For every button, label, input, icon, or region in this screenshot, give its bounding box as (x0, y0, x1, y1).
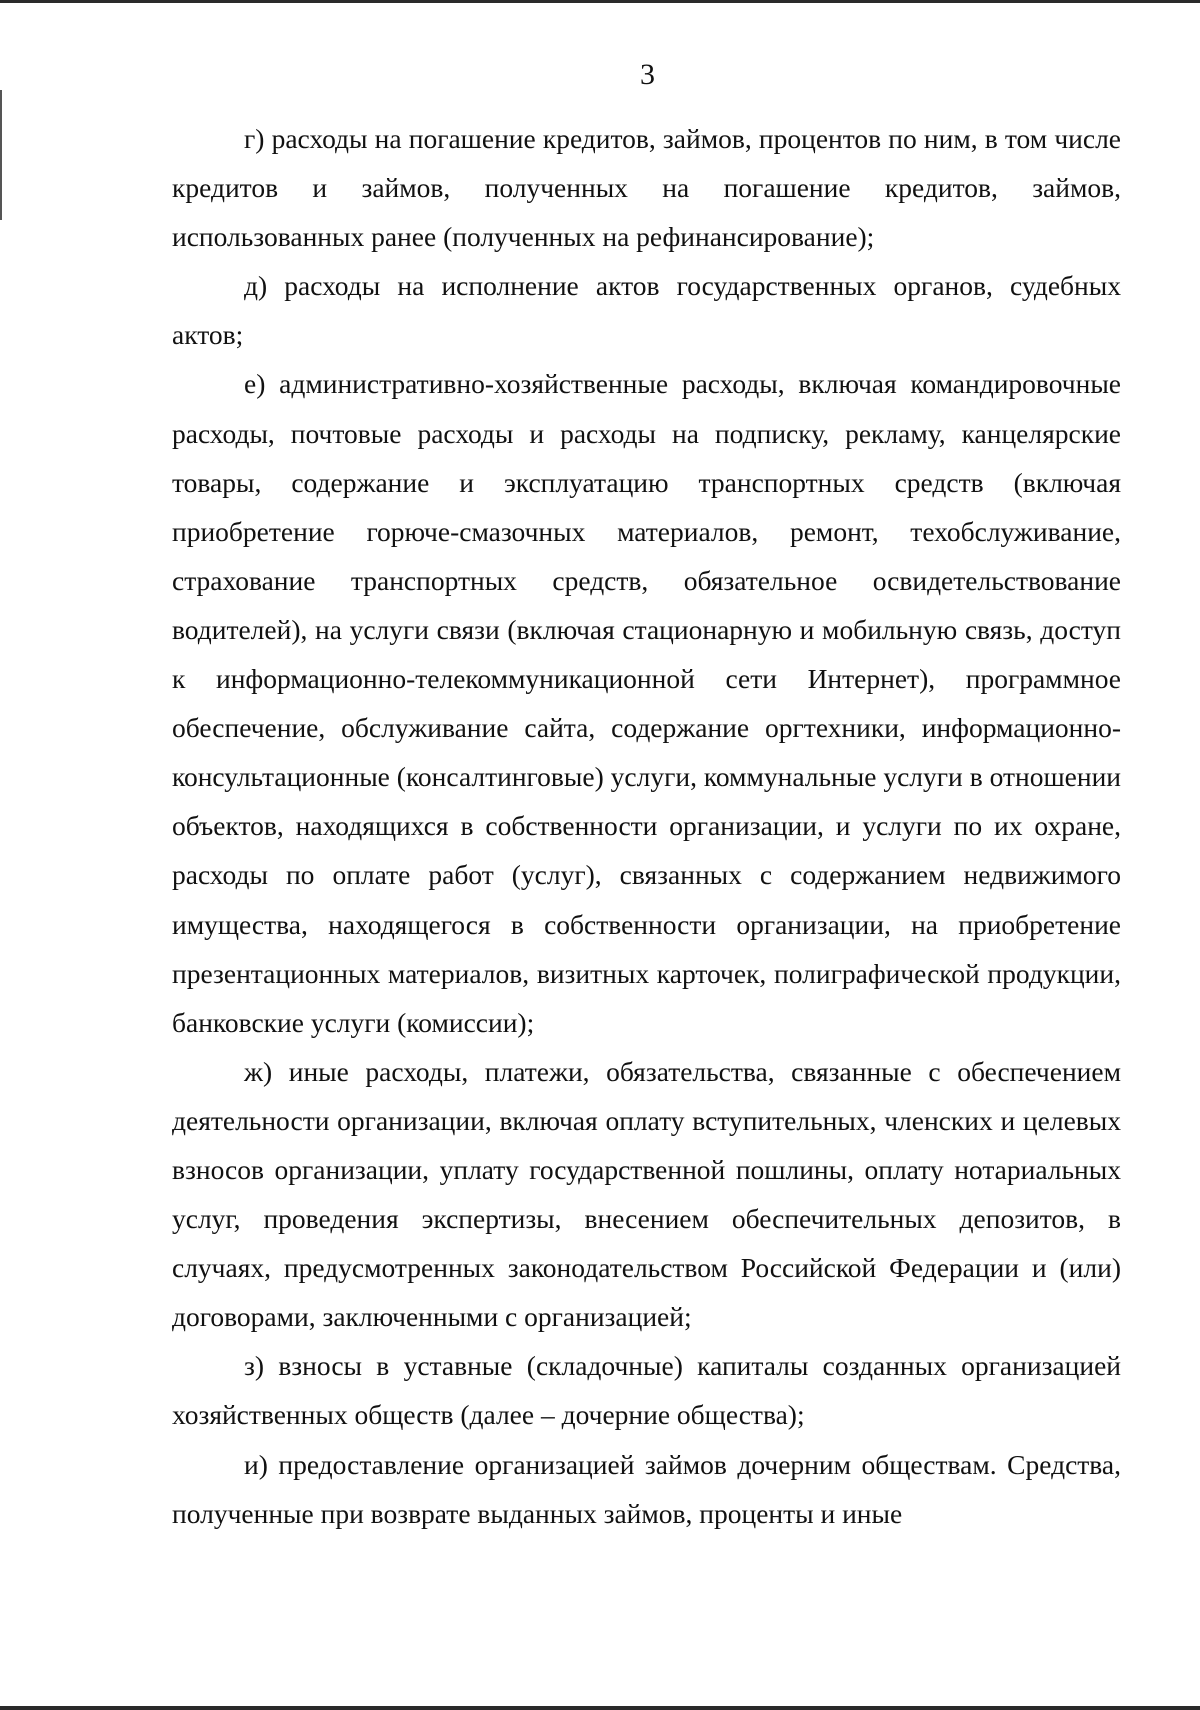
paragraph-d: д) расходы на исполнение актов государственных органов, судебных актов; (172, 270, 1121, 351)
paragraph-z: з) взносы в уставные (складочные) капиталы созданных организацией хозяйственных обществ (далее – дочерние общества); (172, 1350, 1121, 1431)
page-number: 3 (640, 58, 655, 91)
scan-edge-top (0, 0, 1200, 3)
scan-edge-left (0, 90, 2, 220)
paragraph-i: и) предоставление организацией займов дочерним обществам. Средства, полученные при возврате выданных займов, проценты и иные (172, 1448, 1121, 1529)
paragraph-g: г) расходы на погашение кредитов, займов, процентов по ним, в том числе кредитов и займов, полученных на погашение кредитов, займов, использованных ранее (полученных на рефинансирование); (172, 123, 1121, 253)
scan-edge-bottom (0, 1706, 1200, 1710)
paragraph-zh: ж) иные расходы, платежи, обязательства, связанные с обеспечением деятельности организации, включая оплату вступительных, членских и целевых взносов организации, уплату государственной пошлины, оплату нотариальных услуг, проведения экспертизы, внесением обеспечительных депозитов, в случаях, предусмотренных законодательством Российской Федерации и (или) договорами, заключенными с организацией; (172, 1055, 1121, 1333)
document-body (172, 114, 1121, 1538)
paragraph-e: е) административно-хозяйственные расходы, включая командировочные расходы, почтовые расходы и расходы на подписку, рекламу, канцелярские товары, содержание и эксплуатацию транспортных средств (включая приобретение горюче-смазочных материалов, ремонт, техобслуживание, страхование транспортных средств, обязательное освидетельствование водителей), на услуги связи (включая стационарную и мобильную связь, доступ к информационно-телекоммуникационной сети Интернет), программное обеспечение, обслуживание сайта, содержание оргтехники, информационно-консультационные (консалтинговые) услуги, коммунальные услуги в отношении объектов, находящихся в собственности организации, и услуги по их охране, расходы по оплате работ (услуг), связанных с содержанием недвижимого имущества, находящегося в собственности организации, на приобретение презентационных материалов, визитных карточек, полиграфической продукции, банковские услуги (комиссии); (172, 368, 1121, 1038)
